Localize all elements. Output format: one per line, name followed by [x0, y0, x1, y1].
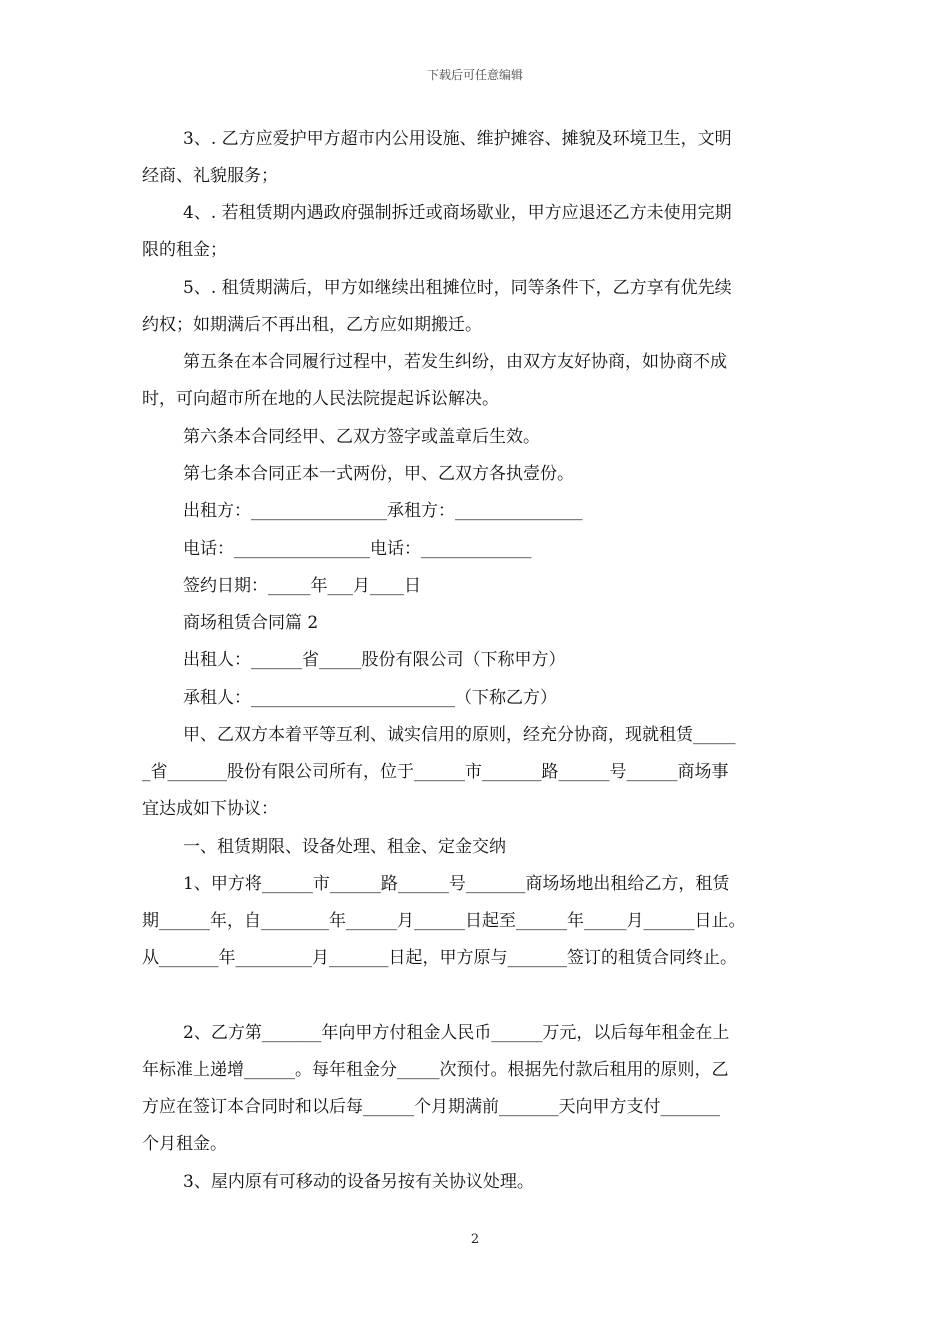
text-line: 5、. 租赁期满后，甲方如继续出租摊位时，同等条件下，乙方享有优先续	[183, 278, 732, 298]
text-line: 1、甲方将______市______路______号_______商场场地出租给乙方，租赁	[183, 874, 730, 894]
text-line: 甲、乙双方本着平等互利、诚实信用的原则，经充分协商，现就租赁_____	[183, 725, 736, 745]
section-heading: 一、租赁期限、设备处理、租金、定金交纳	[183, 837, 506, 857]
text-line: 限的租金；	[142, 240, 227, 260]
text-line: 第六条本合同经甲、乙双方签字或盖章后生效。	[183, 427, 540, 447]
page-header: 下载后可任意编辑	[426, 68, 523, 82]
text-line: 承租人：________________________（下称乙方）	[183, 688, 557, 708]
signature-line-phone: 电话：________________电话：_____________	[183, 539, 532, 559]
page-number: 2	[470, 1232, 480, 1247]
text-line: 4、. 若租赁期内遇政府强制拆迁或商场歇业，甲方应退还乙方未使用完期	[183, 203, 732, 223]
text-line: 经商、礼貌服务；	[142, 166, 278, 186]
text-line: 2、乙方第_______年向甲方付租金人民币______万元，以后每年租金在上	[183, 1023, 730, 1043]
text-line: 期______年，自________年______月______日起至______年_____月______日止。	[142, 911, 746, 931]
signature-line-parties: 出租方：________________承租方：_______________	[183, 501, 583, 521]
text-line: 约权；如期满后不再出租，乙方应如期搬迁。	[142, 315, 482, 335]
text-line: 宜达成如下协议：	[142, 799, 278, 819]
text-line: 个月租金。	[142, 1134, 227, 1154]
section-title: 商场租赁合同篇 2	[183, 613, 319, 633]
text-line: 第七条本合同正本一式两份，甲、乙双方各执壹份。	[183, 464, 574, 484]
text-line: 从_______年_________月_______日起，甲方原与_______签订的租赁合同终止。	[142, 948, 737, 968]
text-line: 第五条在本合同履行过程中，若发生纠纷，由双方友好协商，如协商不成	[183, 352, 727, 372]
text-line: 时，可向超市所在地的人民法院提起诉讼解决。	[142, 389, 499, 409]
text-line: _省_______股份有限公司所有，位于______市_______路______号______商场事	[142, 762, 729, 782]
text-line: 出租人：______省_____股份有限公司（下称甲方）	[183, 650, 566, 670]
text-line: 年标准上递增______。每年租金分_____次预付。根据先付款后租用的原则，乙	[142, 1060, 729, 1080]
text-line: 3、. 乙方应爱护甲方超市内公用设施、维护摊容、摊貌及环境卫生，文明	[183, 129, 732, 149]
text-line: 方应在签订本合同时和以后每______个月期满前_______天向甲方支付_______	[142, 1097, 720, 1117]
text-line: 3、屋内原有可移动的设备另按有关协议处理。	[183, 1172, 534, 1192]
signature-line-date: 签约日期：_____年___月____日	[183, 576, 421, 596]
